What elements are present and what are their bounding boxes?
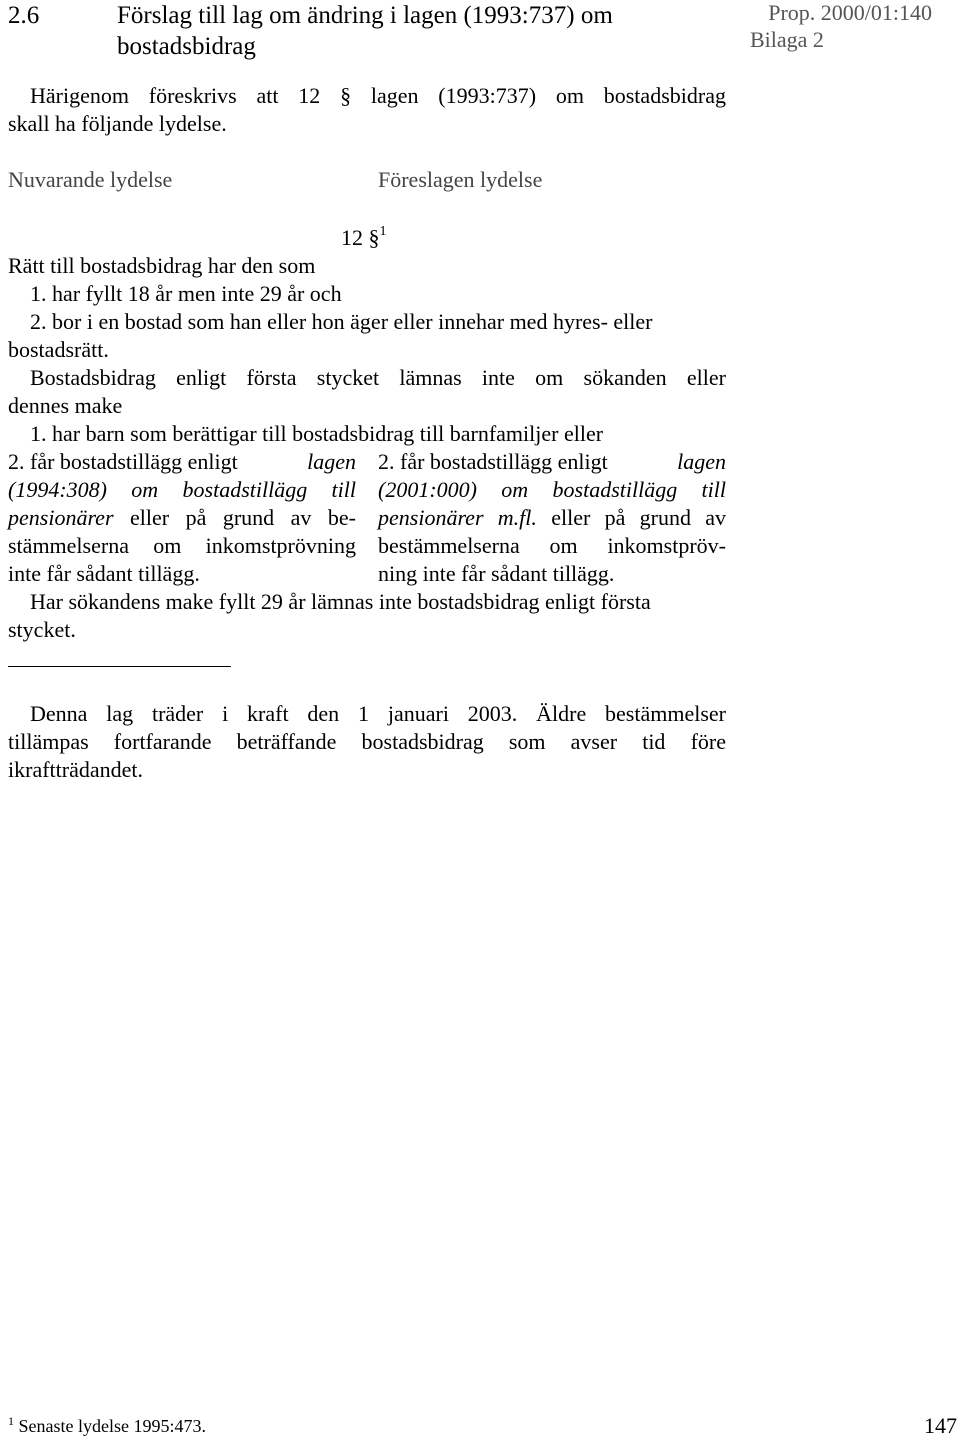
closing-line-2: stycket. [8, 617, 76, 642]
paragraph-word: enligt [176, 365, 227, 390]
prop-reference: Prop. 2000/01:140 [768, 0, 932, 25]
proposed-line-5: ning inte får sådant tillägg. [378, 561, 615, 586]
current-line-5: inte får sådant tillägg. [8, 561, 200, 586]
proposed-wording-heading: Föreslagen lydelse [378, 167, 543, 192]
paragraph-word: om [535, 365, 564, 390]
proposed-line-1-italic: lagen [677, 449, 726, 474]
paragraph-word: inte [481, 365, 515, 390]
paragraph-word: Bostadsbidrag [30, 365, 156, 390]
paragraph-word: första [246, 365, 297, 390]
paragraph-word: sökanden [583, 365, 667, 390]
text-line [30, 364, 726, 392]
proposed-line-3 [378, 504, 726, 532]
section-number: 2.6 [8, 2, 40, 29]
current-line-3-text: eller på grund av be- [113, 505, 356, 530]
text-line: Rätt till bostadsbidrag har den som [8, 253, 316, 278]
paragraph-word: stycket [316, 365, 380, 390]
text-line: 2. bor i en bostad som han eller hon äger eller innehar med hyres- eller [30, 309, 653, 334]
footnote-number: 1 [8, 1414, 14, 1428]
text-line: bostadsrätt. [8, 337, 109, 362]
intro-line-1 [30, 82, 726, 110]
intro-word: lagen [370, 83, 419, 108]
intro-word: om [555, 83, 584, 108]
page-number: 147 [924, 1413, 957, 1438]
proposed-wording-column [378, 448, 726, 588]
text-line: 1. har fyllt 18 år men inte 29 år och [30, 281, 342, 306]
intro-word: (1993:737) [438, 83, 537, 108]
entry-into-force-line-1: Denna lag träder i kraft den 1 januari 2003. Äldre bestämmelser [30, 701, 726, 726]
intro-word: att [256, 83, 279, 108]
section-title-line-2: bostadsbidrag [117, 33, 256, 60]
current-line-1-italic: lagen [307, 449, 356, 474]
current-wording-column [8, 448, 356, 588]
current-line-3 [8, 504, 356, 532]
bilaga-label: Bilaga 2 [750, 27, 824, 52]
current-line-3-italic: pensionärer [8, 505, 114, 530]
intro-word: föreskrivs [148, 83, 237, 108]
entry-into-force-line-3: ikraftträdandet. [8, 757, 143, 782]
footnote-text: Senaste lydelse 1995:473. [18, 1416, 206, 1436]
section-symbol: § [340, 83, 352, 108]
current-line-1 [8, 448, 356, 476]
footnote [8, 1416, 206, 1438]
entry-into-force-line-2: tillämpas fortfarande beträffande bostadsbidrag som avser tid före [8, 729, 726, 754]
paragraph-number-text: 12 § [341, 225, 380, 250]
proposed-line-3-italic: pensionärer m.fl. [378, 505, 537, 530]
proposed-line-1-text: 2. får bostadstillägg enligt [378, 449, 608, 474]
current-wording-heading: Nuvarande lydelse [8, 167, 173, 192]
current-line-4: stämmelserna om inkomstprövning [8, 533, 356, 558]
current-line-1-text: 2. får bostadstillägg enligt [8, 449, 238, 474]
intro-word: bostadsbidrag [603, 83, 726, 108]
paragraph-number [341, 224, 387, 256]
text-line: 1. har barn som berättigar till bostadsbidrag till barnfamiljer eller [30, 421, 604, 446]
paragraph-word: lämnas [399, 365, 462, 390]
section-title-line-1: Förslag till lag om ändring i lagen (1993:737) om [117, 2, 613, 29]
current-line-2: (1994:308) om bostadstillägg till [8, 477, 356, 502]
footnote-reference: 1 [379, 224, 387, 239]
intro-word: 12 [298, 83, 321, 108]
closing-line-1: Har sökandens make fyllt 29 år lämnas inte bostadsbidrag enligt första [30, 589, 651, 614]
text-line: dennes make [8, 393, 123, 418]
paragraph-word: eller [686, 365, 726, 390]
proposed-line-2: (2001:000) om bostadstillägg till [378, 477, 726, 502]
intro-line-2: skall ha följande lydelse. [8, 111, 227, 136]
intro-word: Härigenom [30, 83, 129, 108]
separator-rule [8, 666, 231, 667]
proposed-line-4: bestämmelserna om inkomstpröv- [378, 533, 726, 558]
proposed-line-1 [378, 448, 726, 476]
proposed-line-3-text: eller på grund av [536, 505, 727, 530]
